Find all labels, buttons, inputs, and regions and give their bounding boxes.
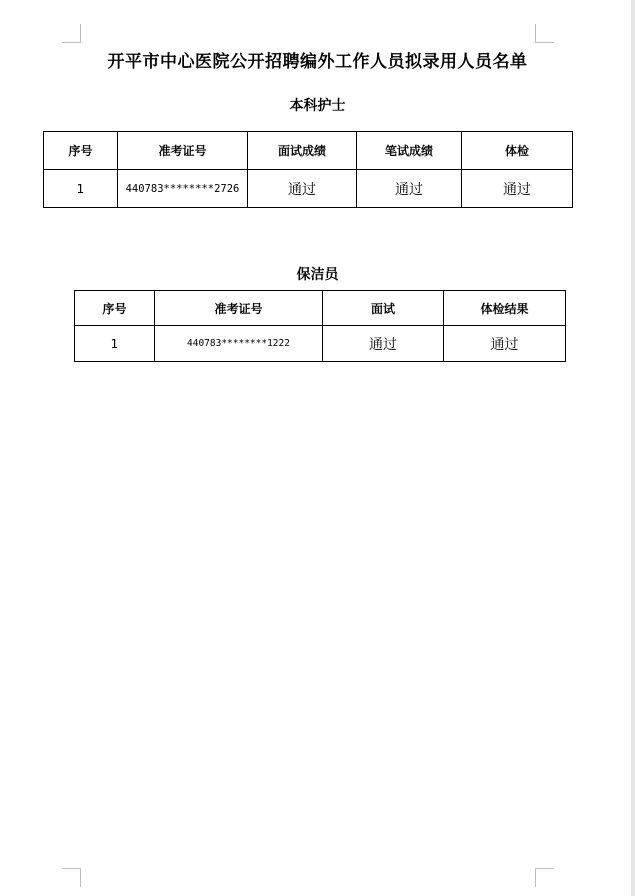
column-header: 体检结果 — [444, 291, 566, 326]
cleaner-table — [74, 290, 566, 362]
table-header-row — [44, 132, 573, 170]
table-row — [44, 170, 573, 208]
nurse-table — [43, 131, 573, 208]
crop-mark-top-right — [535, 24, 554, 43]
column-header: 序号 — [75, 291, 155, 326]
page-edge — [631, 0, 635, 896]
column-header: 准考证号 — [118, 132, 248, 170]
crop-mark-bottom-right — [535, 868, 554, 887]
column-header: 面试成绩 — [248, 132, 357, 170]
table-row — [75, 326, 566, 362]
table-cell-exam-id: 440783********1222 — [155, 326, 323, 362]
column-header: 体检 — [462, 132, 573, 170]
table-cell-index: 1 — [75, 326, 155, 362]
column-header: 面试 — [323, 291, 444, 326]
table-header-row — [75, 291, 566, 326]
section-title-cleaner: 保洁员 — [296, 267, 339, 283]
table-cell-index: 1 — [44, 170, 118, 208]
table-cell-physical: 通过 — [462, 170, 573, 208]
crop-mark-top-left — [62, 24, 81, 43]
table-cell-exam-id: 440783********2726 — [118, 170, 248, 208]
section-title-nurse: 本科护士 — [289, 98, 346, 114]
column-header: 序号 — [44, 132, 118, 170]
column-header: 准考证号 — [155, 291, 323, 326]
table-cell-physical-result: 通过 — [444, 326, 566, 362]
crop-mark-bottom-left — [62, 868, 81, 887]
table-cell-interview: 通过 — [323, 326, 444, 362]
table-cell-interview: 通过 — [248, 170, 357, 208]
table-cell-written: 通过 — [357, 170, 462, 208]
column-header: 笔试成绩 — [357, 132, 462, 170]
document-title: 开平市中心医院公开招聘编外工作人员拟录用人员名单 — [107, 52, 528, 72]
